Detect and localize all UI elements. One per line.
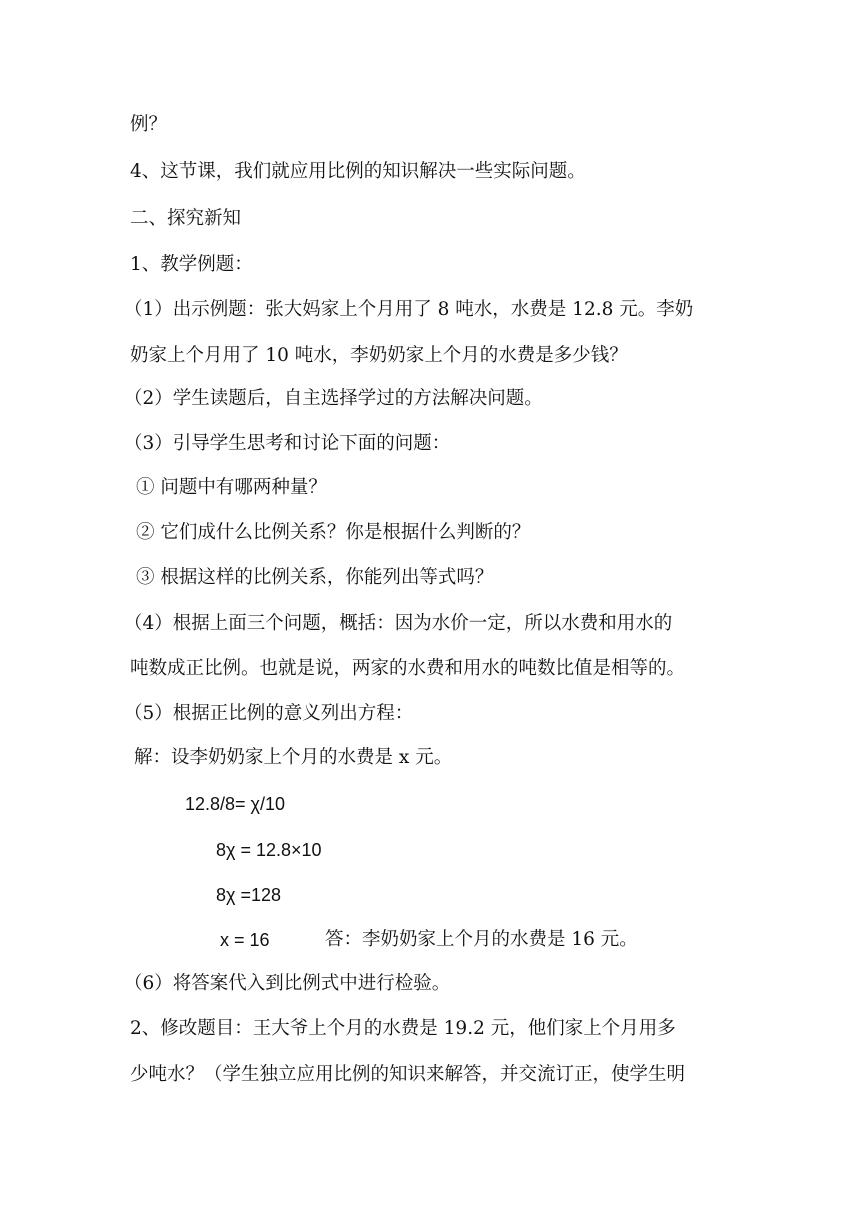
subsection-heading: 1、教学例题： [130, 254, 253, 275]
equation-line: x = 16 [220, 930, 270, 950]
answer-line: 答：李奶奶家上个月的水费是 16 元。 [325, 929, 638, 950]
text-line: 奶家上个月用了 10 吨水，李奶奶家上个月的水费是多少钱？ [130, 345, 628, 366]
text-line: 少吨水？（学生独立应用比例的知识来解答，并交流订正，使学生明 [130, 1064, 686, 1085]
text-line: 吨数成正比例。也就是说，两家的水费和用水的吨数比值是相等的。 [130, 658, 686, 679]
text-line: 4、这节课，我们就应用比例的知识解决一些实际问题。 [130, 161, 586, 182]
text-line: （6）将答案代入到比例式中进行检验。 [124, 973, 451, 994]
text-line: （4）根据上面三个问题，概括：因为水价一定，所以水费和用水的 [124, 613, 673, 634]
text-line: 例？ [130, 114, 168, 135]
equation-line: 8χ =128 [216, 885, 282, 905]
text-line: （5）根据正比例的意义列出方程： [124, 703, 414, 724]
question-item: ① 问题中有哪两种量？ [136, 477, 327, 498]
text-line: 2、修改题目：王大爷上个月的水费是 19.2 元，他们家上个月用多 [130, 1018, 676, 1039]
text-line: （2）学生读题后，自主选择学过的方法解决问题。 [124, 388, 543, 409]
solution-line: 解：设李奶奶家上个月的水费是 x 元。 [134, 747, 453, 768]
text-line: （1）出示例题：张大妈家上个月用了 8 吨水，水费是 12.8 元。李奶 [124, 299, 694, 320]
section-heading: 二、探究新知 [130, 208, 242, 229]
question-item: ② 它们成什么比例关系？你是根据什么判断的？ [136, 522, 531, 543]
equation-line: 8χ = 12.8×10 [216, 840, 322, 860]
equation-line: 12.8/8= χ/10 [185, 794, 286, 814]
question-item: ③ 根据这样的比例关系，你能列出等式吗？ [136, 567, 494, 588]
text-line: （3）引导学生思考和讨论下面的问题： [124, 433, 451, 454]
